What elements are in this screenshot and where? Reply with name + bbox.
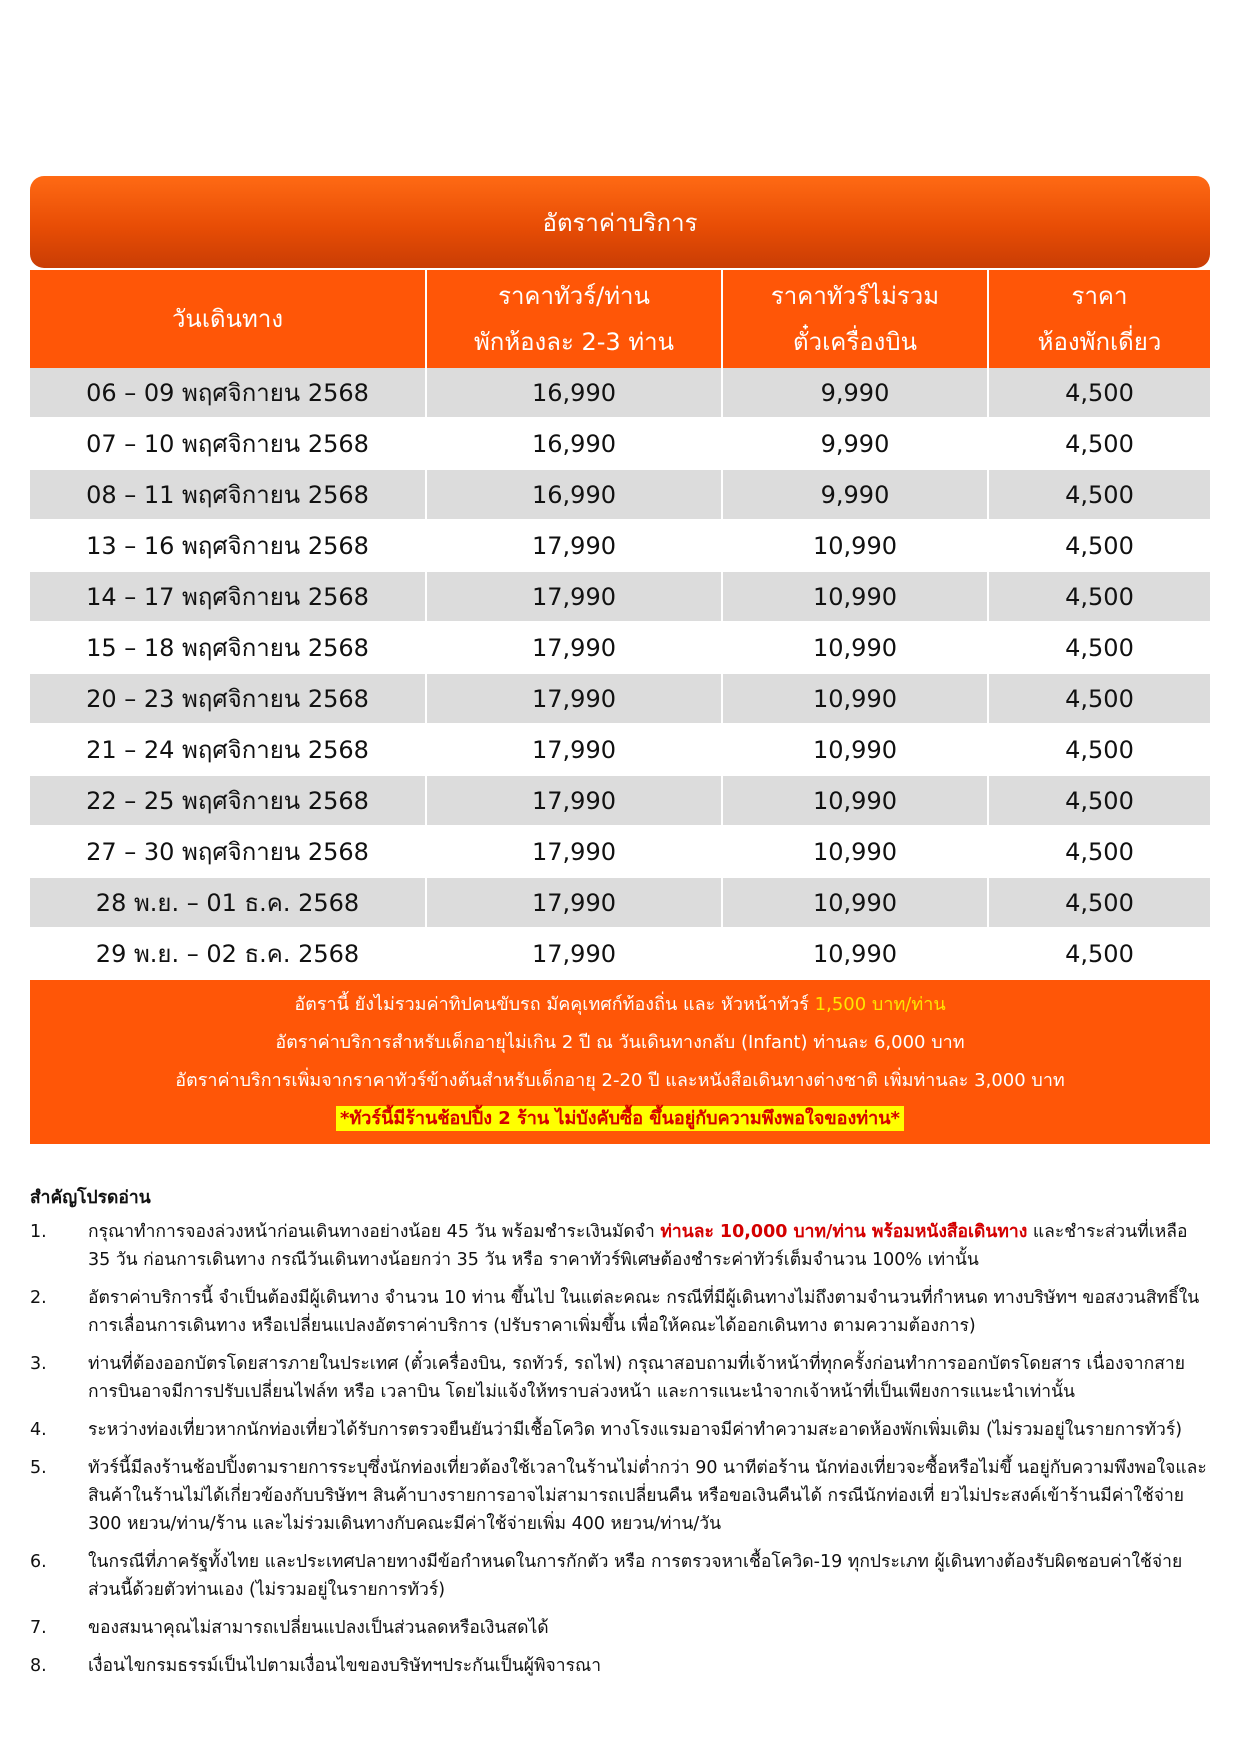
table-row	[30, 724, 1210, 775]
list-item-number: 1.	[30, 1222, 47, 1242]
list-item-number: 4.	[30, 1420, 47, 1440]
list-item-text: อัตราค่าบริการนี้ จำเป็นต้องมีผู้เดินทาง จำนวน 10 ท่าน ขึ้นไป ในแต่ละคณะ กรณีที่มีผู้เดินทางไม่ถึงตามจำนวนที่กำหนด ทางบริษัทฯ ขอสงวนสิทธิ์ในการเลื่อนการเดินทาง หรือเปลี่ยนแปลงอัตราค่าบริการ (ปรับราคาเพิ่มขึ้น เพื่อให้คณะได้ออกเดินทาง ตามความต้องการ)	[88, 1288, 1200, 1336]
item1-text-b: และชำระส่วนที่เหลือ 35 วัน ก่อนการเดินทาง กรณีวันเดินทางน้อยกว่า 35 วัน หรือ ราคาทัวร์พิเศษต้องชำระค่าทัวร์เต็มจำนวน 100% เท่านั้น	[88, 1222, 1188, 1270]
cell-single: 4,500	[988, 418, 1210, 469]
cell-price: 17,990	[426, 673, 722, 724]
rate-table-title: อัตราค่าบริการ	[30, 176, 1210, 268]
rate-table	[30, 176, 1210, 1144]
cell-noflight: 10,990	[722, 877, 988, 928]
cell-price: 17,990	[426, 928, 722, 979]
note-line-1	[30, 986, 1210, 1024]
cell-single: 4,500	[988, 469, 1210, 520]
cell-price: 16,990	[426, 368, 722, 418]
cell-price: 17,990	[426, 877, 722, 928]
note-line-4	[30, 1100, 1210, 1138]
note-line-1-highlight: 1,500 บาท/ท่าน	[814, 994, 946, 1015]
table-row	[30, 673, 1210, 724]
table-row	[30, 418, 1210, 469]
note-line-3: อัตราค่าบริการเพิ่มจากราคาทัวร์ข้างต้นสำหรับเด็กอายุ 2-20 ปี และหนังสือเดินทางต่างชาติ เพิ่มท่านละ 3,000 บาท	[175, 1070, 1065, 1091]
cell-single: 4,500	[988, 622, 1210, 673]
cell-date: 20 – 23 พฤศจิกายน 2568	[30, 673, 426, 724]
cell-noflight: 10,990	[722, 928, 988, 979]
cell-noflight: 10,990	[722, 520, 988, 571]
list-item	[30, 1416, 1210, 1444]
list-item-number: 2.	[30, 1288, 47, 1308]
note-line-2: อัตราค่าบริการสำหรับเด็กอายุไม่เกิน 2 ปี ณ วันเดินทางกลับ (Infant) ท่านละ 6,000 บาท	[275, 1032, 965, 1053]
cell-price: 17,990	[426, 775, 722, 826]
cell-date: 13 – 16 พฤศจิกายน 2568	[30, 520, 426, 571]
table-row	[30, 469, 1210, 520]
header-noflight-line1: ราคาทัวร์ไม่รวม	[770, 282, 940, 310]
list-item	[30, 1614, 1210, 1642]
cell-price: 17,990	[426, 826, 722, 877]
cell-noflight: 10,990	[722, 622, 988, 673]
list-item-text: เงื่อนไขกรมธรรม์เป็นไปตามเงื่อนไขของบริษัทฯประกันเป็นผู้พิจารณา	[88, 1656, 602, 1676]
list-item-number: 6.	[30, 1552, 47, 1572]
header-row	[30, 270, 1210, 368]
cell-date: 15 – 18 พฤศจิกายน 2568	[30, 622, 426, 673]
table-row	[30, 571, 1210, 622]
cell-date: 14 – 17 พฤศจิกายน 2568	[30, 571, 426, 622]
header-date	[30, 270, 426, 368]
list-item-text: ท่านที่ต้องออกบัตรโดยสารภายในประเทศ (ตั๋วเครื่องบิน, รถทัวร์, รถไฟ) กรุณาสอบถามที่เจ้าหน้าที่ทุกครั้งก่อนทำการออกบัตรโดยสาร เนื่องจากสายการบินอาจมีการปรับเปลี่ยนไฟล์ท หรือ เวลาบิน โดยไม่แจ้งให้ทราบล่วงหน้า และการแนะนำจากเจ้าหน้าที่เป็นเพียงการแนะนำเท่านั้น	[88, 1354, 1185, 1402]
list-item-number: 3.	[30, 1354, 47, 1374]
cell-single: 4,500	[988, 877, 1210, 928]
header-price-line1: ราคาทัวร์/ท่าน	[498, 282, 650, 310]
cell-single: 4,500	[988, 673, 1210, 724]
cell-noflight: 10,990	[722, 826, 988, 877]
header-noflight-line2: ตั๋วเครื่องบิน	[793, 328, 917, 356]
header-price	[426, 270, 722, 368]
item1-deposit-highlight: ท่านละ 10,000 บาท/ท่าน พร้อมหนังสือเดินทาง	[660, 1222, 1028, 1242]
list-item	[30, 1548, 1210, 1604]
rates-table	[30, 270, 1210, 980]
table-row	[30, 928, 1210, 979]
list-item-text: ทัวร์นี้มีลงร้านช้อปปิ้งตามรายการระบุซึ่งนักท่องเที่ยวต้องใช้เวลาในร้านไม่ต่ำกว่า 90 นาทีต่อร้าน นักท่องเที่ยวจะซื้อหรือไม่ขึ้ นอยู่กับความพึงพอใจและสินค้าในร้านไม่ได้เกี่ยวข้องกับบริษัทฯ สินค้าบางรายการอาจไม่สามารถเปลี่ยนคืน หรือขอเงินคืนได้ กรณีนักท่องเที่ ยวไม่ประสงค์เข้าร้านมีค่าใช้จ่าย 300 หยวน/ท่าน/ร้าน และไม่ร่วมเดินทางกับคณะมีค่าใช้จ่ายเพิ่ม 400 หยวน/ท่าน/วัน	[88, 1458, 1207, 1534]
list-item-number: 8.	[30, 1656, 47, 1676]
list-item	[30, 1454, 1210, 1538]
cell-noflight: 10,990	[722, 571, 988, 622]
table-row	[30, 877, 1210, 928]
shopping-notice-badge: *ทัวร์นี้มีร้านช้อปปิ้ง 2 ร้าน ไม่บังคับซื้อ ขึ้นอยู่กับความพึงพอใจของท่าน*	[336, 1106, 904, 1131]
header-date-label: วันเดินทาง	[171, 305, 284, 333]
cell-price: 17,990	[426, 622, 722, 673]
cell-date: 06 – 09 พฤศจิกายน 2568	[30, 368, 426, 418]
cell-single: 4,500	[988, 826, 1210, 877]
list-item-number: 5.	[30, 1458, 47, 1478]
cell-single: 4,500	[988, 368, 1210, 418]
rates-body	[30, 368, 1210, 979]
cell-date: 22 – 25 พฤศจิกายน 2568	[30, 775, 426, 826]
cell-noflight: 10,990	[722, 673, 988, 724]
cell-noflight: 10,990	[722, 724, 988, 775]
cell-price: 17,990	[426, 520, 722, 571]
table-row	[30, 520, 1210, 571]
header-single-line1: ราคา	[1071, 282, 1128, 310]
list-item-text	[88, 1218, 1210, 1274]
important-heading: สำคัญโปรดอ่าน	[30, 1188, 151, 1208]
cell-single: 4,500	[988, 775, 1210, 826]
header-single-line2: ห้องพักเดี่ยว	[1037, 328, 1162, 356]
cell-single: 4,500	[988, 724, 1210, 775]
list-item-number: 7.	[30, 1618, 47, 1638]
cell-date: 28 พ.ย. – 01 ธ.ค. 2568	[30, 877, 426, 928]
list-item	[30, 1652, 1210, 1680]
cell-noflight: 9,990	[722, 469, 988, 520]
cell-noflight: 10,990	[722, 775, 988, 826]
table-row	[30, 826, 1210, 877]
table-row	[30, 368, 1210, 418]
cell-price: 17,990	[426, 724, 722, 775]
cell-date: 27 – 30 พฤศจิกายน 2568	[30, 826, 426, 877]
cell-single: 4,500	[988, 520, 1210, 571]
list-item	[30, 1218, 1210, 1274]
cell-single: 4,500	[988, 571, 1210, 622]
list-item	[30, 1284, 1210, 1340]
list-item-text: ของสมนาคุณไม่สามารถเปลี่ยนแปลงเป็นส่วนลดหรือเงินสดได้	[88, 1618, 549, 1638]
cell-price: 16,990	[426, 469, 722, 520]
cell-price: 17,990	[426, 571, 722, 622]
important-notes	[30, 1184, 1210, 1690]
cell-noflight: 9,990	[722, 418, 988, 469]
item1-text-a: กรุณาทำการจองล่วงหน้าก่อนเดินทางอย่างน้อย 45 วัน พร้อมชำระเงินมัดจำ	[88, 1222, 661, 1242]
rate-notes	[30, 980, 1210, 1144]
note-line-1-text: อัตรานี้ ยังไม่รวมค่าทิปคนขับรถ มัคคุเทศก์ท้องถิ่น และ หัวหน้าทัวร์	[294, 994, 815, 1015]
header-price-line2: พักห้องละ 2-3 ท่าน	[473, 328, 675, 356]
cell-price: 16,990	[426, 418, 722, 469]
list-item	[30, 1350, 1210, 1406]
header-noflight	[722, 270, 988, 368]
cell-date: 07 – 10 พฤศจิกายน 2568	[30, 418, 426, 469]
cell-single: 4,500	[988, 928, 1210, 979]
cell-date: 29 พ.ย. – 02 ธ.ค. 2568	[30, 928, 426, 979]
list-item-text: ระหว่างท่องเที่ยวหากนักท่องเที่ยวได้รับการตรวจยืนยันว่ามีเชื้อโควิด ทางโรงแรมอาจมีค่าทำความสะอาดห้องพักเพิ่มเติม (ไม่รวมอยู่ในรายการทัวร์)	[88, 1420, 1183, 1440]
cell-noflight: 9,990	[722, 368, 988, 418]
cell-date: 21 – 24 พฤศจิกายน 2568	[30, 724, 426, 775]
cell-date: 08 – 11 พฤศจิกายน 2568	[30, 469, 426, 520]
table-row	[30, 775, 1210, 826]
important-list	[30, 1218, 1210, 1680]
list-item-text: ในกรณีที่ภาครัฐทั้งไทย และประเทศปลายทางมีข้อกำหนดในการกักตัว หรือ การตรวจหาเชื้อโควิด-19 ทุกประเภท ผู้เดินทางต้องรับผิดชอบค่าใช้จ่ายส่วนนี้ด้วยตัวท่านเอง (ไม่รวมอยู่ในรายการทัวร์)	[88, 1552, 1183, 1600]
header-single	[988, 270, 1210, 368]
table-row	[30, 622, 1210, 673]
